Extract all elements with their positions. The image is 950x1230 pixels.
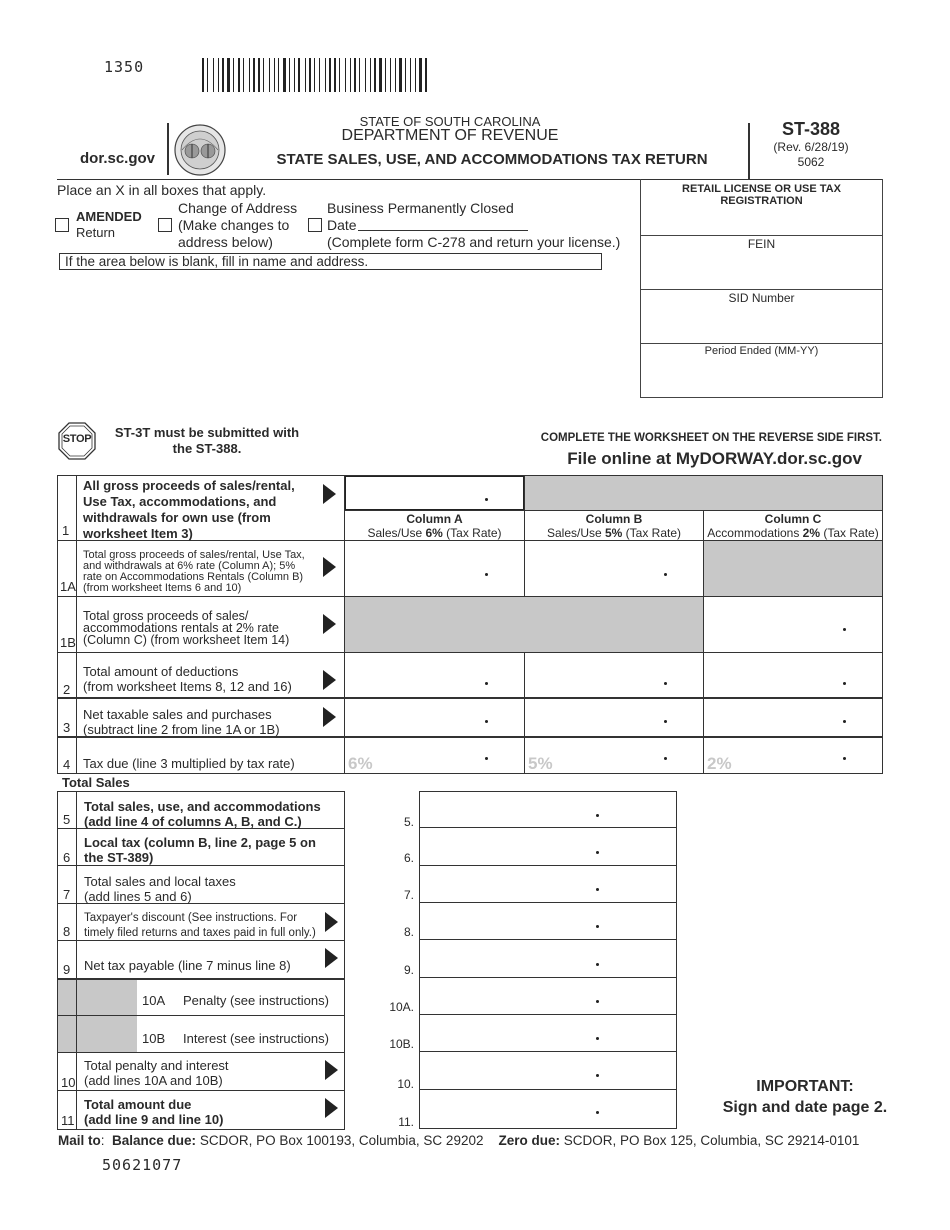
line8-amount[interactable]	[420, 903, 676, 940]
form-code-top: 1350	[104, 58, 145, 76]
decimal-dot	[843, 628, 846, 631]
state-name: STATE OF SOUTH CAROLINA	[359, 114, 541, 129]
options-instruction: Place an X in all boxes that apply.	[57, 182, 267, 198]
line5-label	[84, 799, 321, 829]
mail-to-colon: :	[100, 1133, 105, 1148]
line1b-text2: accommodations rentals at 2% rate	[83, 621, 279, 635]
line1a-col-b[interactable]	[525, 541, 703, 596]
line6-amount[interactable]	[420, 829, 676, 866]
decimal-dot	[843, 682, 846, 685]
line8-label	[84, 911, 316, 941]
line1a-label	[83, 550, 305, 594]
sid-field[interactable]	[640, 306, 883, 342]
line11-number: 11	[61, 1113, 75, 1128]
line10a-ref: 10A.	[389, 1000, 414, 1014]
closed-label: Business Permanently Closed	[327, 200, 514, 216]
line1a-text1: Total gross proceeds of sales/rental, Use Tax,	[83, 549, 305, 561]
zero-due-address: SCDOR, PO Box 125, Columbia, SC 29214-0101	[563, 1133, 860, 1148]
decimal-dot	[664, 573, 667, 576]
colhdr-rule	[345, 510, 882, 511]
stop-sign-icon	[58, 422, 96, 460]
column-a-title: Column A	[406, 512, 463, 526]
line10b-code: 10B	[142, 1031, 166, 1046]
form-id: ST-388	[781, 119, 841, 139]
line8-text2: timely filed returns and taxes paid in full only.)	[84, 927, 316, 939]
line5-amount[interactable]	[420, 792, 676, 828]
decimal-dot	[596, 851, 599, 854]
period-label: Period Ended (MM-YY)	[704, 345, 819, 357]
decimal-dot	[485, 720, 488, 723]
header-divider-right	[748, 123, 750, 179]
line11-ref: 11.	[398, 1115, 414, 1129]
decimal-dot	[843, 720, 846, 723]
line1b-text1: Total gross proceeds of sales/	[83, 609, 249, 623]
period-field[interactable]	[640, 360, 883, 397]
arrow-icon	[325, 948, 338, 968]
line7-number: 7	[63, 887, 71, 902]
decimal-dot	[485, 757, 488, 760]
decimal-dot	[485, 682, 488, 685]
decimal-dot	[485, 573, 488, 576]
line6-label	[84, 835, 316, 865]
line10-label	[84, 1058, 229, 1088]
line1-label: All gross proceeds of sales/rental, Use Tax, accommodations, and withdrawals for own use (from worksheet Item 3)	[83, 478, 295, 541]
arrow-icon	[325, 912, 338, 932]
stop-sign-text: STOP	[62, 433, 92, 445]
column-b-rate-value: 5%	[605, 526, 623, 540]
table-numcol-line	[76, 475, 77, 774]
change-address-line1: Change of Address	[178, 200, 298, 216]
column-c-header	[704, 512, 882, 540]
line10-text1: Total penalty and interest	[84, 1058, 229, 1073]
line1a-col-a[interactable]	[345, 541, 524, 596]
line6-ref: 6.	[403, 851, 414, 865]
line1b-number: 1B	[60, 635, 76, 650]
line5-number: 5	[63, 812, 71, 827]
column-c-rate-value: 2%	[802, 526, 821, 540]
column-b-rate-post: (Tax Rate)	[622, 526, 682, 540]
column-c-rate	[704, 526, 882, 540]
line10a-amount[interactable]	[420, 978, 676, 1015]
line2-col-b[interactable]	[525, 653, 703, 697]
column-a-header	[345, 512, 524, 540]
column-a-rate-pre: Sales/Use	[367, 526, 426, 540]
arrow-icon	[323, 484, 336, 504]
website: dor.sc.gov	[80, 150, 156, 167]
line7-ref: 7.	[403, 888, 414, 902]
sid-label: SID Number	[728, 291, 795, 305]
decimal-dot	[596, 1074, 599, 1077]
balance-due-label: Balance due:	[112, 1133, 197, 1148]
form-code-bottom: 50621077	[102, 1156, 183, 1174]
closed-checkbox[interactable]	[308, 218, 322, 232]
change-address-line3: address below)	[178, 234, 273, 250]
line2-col-a[interactable]	[345, 653, 524, 697]
barcode-top	[202, 58, 470, 92]
decimal-dot	[596, 1037, 599, 1040]
panel-divider-1	[640, 235, 883, 236]
arrow-icon	[325, 1060, 338, 1080]
summary-row-line	[57, 1052, 345, 1053]
mailing-addresses	[58, 1133, 859, 1148]
line5-text1: Total sales, use, and accommodations	[84, 799, 321, 814]
line1b-text3: (Column C) (from worksheet Item 14)	[83, 633, 290, 647]
closed-date-label: Date	[327, 217, 357, 233]
line9-label: Net tax payable (line 7 minus line 8)	[84, 958, 291, 973]
summary-row-line	[57, 1015, 345, 1016]
line11-amount[interactable]	[420, 1090, 676, 1128]
arrow-icon	[323, 670, 336, 690]
summary-numcol-line	[76, 791, 77, 1130]
line7-amount[interactable]	[420, 866, 676, 903]
line4-label: Tax due (line 3 multiplied by tax rate)	[83, 756, 295, 771]
amended-sub: Return	[76, 225, 116, 240]
shade-row1b-ab	[345, 597, 703, 652]
change-address-label	[178, 200, 297, 251]
change-address-checkbox[interactable]	[158, 218, 172, 232]
rate-c: 2%	[707, 754, 732, 773]
shade-row1-bc	[525, 476, 882, 510]
worksheet-note: COMPLETE THE WORKSHEET ON THE REVERSE SIDE FIRST.	[540, 432, 882, 444]
line3-label	[83, 707, 280, 737]
line10-amount[interactable]	[420, 1052, 676, 1090]
fein-label: FEIN	[747, 237, 776, 251]
change-address-line2: (Make changes to	[178, 217, 290, 233]
arrow-icon	[323, 557, 336, 577]
column-b-header	[525, 512, 703, 540]
state-seal-icon	[174, 124, 226, 176]
line9-number: 9	[63, 962, 71, 977]
license-label: RETAIL LICENSE OR USE TAX REGISTRATION	[682, 183, 841, 207]
form-title: STATE SALES, USE, AND ACCOMMODATIONS TAX RETURN	[276, 151, 708, 168]
line5-text2: (add line 4 of columns A, B, and C.)	[84, 814, 302, 829]
line2-text2: (from worksheet Items 8, 12 and 16)	[83, 679, 292, 694]
mail-to-label: Mail to	[58, 1133, 101, 1148]
important-title: IMPORTANT:	[756, 1078, 854, 1095]
line11-text2: (add line 9 and line 10)	[84, 1112, 224, 1127]
line7-text1: Total sales and local taxes	[84, 874, 236, 889]
column-b-rate	[525, 526, 703, 540]
line6-text2: the ST-389)	[84, 850, 154, 865]
line10b-label: Interest (see instructions)	[183, 1031, 329, 1046]
line1a-text3: rate on Accommodations Rentals (Column B)	[83, 571, 304, 583]
line10a-code: 10A	[142, 993, 166, 1008]
line1b-col-c[interactable]	[704, 597, 882, 652]
shade-row1a-c	[704, 541, 882, 596]
line6-number: 6	[63, 850, 71, 865]
column-c-rate-pre: Accommodations	[707, 526, 803, 540]
zero-due-label: Zero due:	[498, 1133, 561, 1148]
line3-number: 3	[63, 720, 71, 735]
form-number: 5062	[797, 155, 825, 169]
important-text: Sign and date page 2.	[722, 1099, 888, 1116]
decimal-dot	[596, 925, 599, 928]
line3-text2: (subtract line 2 from line 1A or 1B)	[83, 722, 280, 737]
line3-col-b[interactable]	[525, 699, 703, 736]
line7-text2: (add lines 5 and 6)	[84, 889, 192, 904]
line1-amount[interactable]	[345, 476, 524, 510]
amended-label: AMENDED	[76, 209, 142, 224]
line10b-amount[interactable]	[420, 1015, 676, 1052]
closed-date-field[interactable]	[358, 230, 528, 231]
rate-a: 6%	[348, 754, 373, 773]
line5-ref: 5.	[403, 815, 414, 829]
line8-text1: Taxpayer's discount (See instructions. For	[84, 912, 298, 924]
line3-col-c[interactable]	[704, 699, 882, 736]
line8-ref: 8.	[403, 925, 414, 939]
line4-number: 4	[63, 757, 71, 772]
line10b-ref: 10B.	[389, 1037, 414, 1051]
column-c-title: Column C	[764, 512, 822, 526]
total-sales-heading: Total Sales	[62, 775, 130, 790]
decimal-dot	[664, 757, 667, 760]
line7-label	[84, 874, 236, 904]
line9-ref: 9.	[403, 963, 414, 977]
column-c-rate-post: (Tax Rate)	[820, 526, 879, 540]
line2-label	[83, 664, 292, 694]
arrow-icon	[323, 614, 336, 634]
decimal-dot	[664, 682, 667, 685]
file-online: File online at MyDORWAY.dor.sc.gov	[567, 449, 862, 468]
license-field[interactable]	[640, 198, 883, 234]
line2-col-c[interactable]	[704, 653, 882, 697]
line10-number: 10	[61, 1075, 76, 1090]
important-notice	[690, 1076, 920, 1118]
stop-instruction	[102, 425, 312, 457]
rate-b: 5%	[528, 754, 553, 773]
line9-amount[interactable]	[420, 940, 676, 978]
closed-note: (Complete form C-278 and return your license.)	[327, 234, 621, 250]
stop-line2: the ST-388.	[172, 441, 242, 456]
header-divider	[167, 123, 169, 175]
column-b-rate-pre: Sales/Use	[546, 526, 605, 540]
line2-text1: Total amount of deductions	[83, 664, 239, 679]
line10a-label: Penalty (see instructions)	[183, 993, 329, 1008]
decimal-dot	[664, 720, 667, 723]
line8-number: 8	[63, 924, 71, 939]
decimal-dot	[596, 963, 599, 966]
line1a-text4: (from worksheet Items 6 and 10)	[83, 582, 242, 594]
line2-number: 2	[63, 682, 71, 697]
balance-due-address: SCDOR, PO Box 100193, Columbia, SC 29202	[199, 1133, 484, 1148]
line3-text1: Net taxable sales and purchases	[83, 707, 272, 722]
column-a-rate	[345, 526, 524, 540]
line6-text1: Local tax (column B, line 2, page 5 on	[84, 835, 316, 850]
stop-line1: ST-3T must be submitted with	[114, 425, 300, 440]
line11-text1: Total amount due	[84, 1097, 192, 1112]
column-a-rate-value: 6%	[425, 526, 443, 540]
decimal-dot	[596, 1000, 599, 1003]
decimal-dot	[596, 1111, 599, 1114]
arrow-icon	[323, 707, 336, 727]
arrow-icon	[325, 1098, 338, 1118]
column-b-title: Column B	[585, 512, 643, 526]
line1b-label	[83, 610, 289, 646]
blank-note: If the area below is blank, fill in name and address.	[59, 253, 602, 270]
summary-row-line	[57, 1090, 345, 1091]
summary-row-line	[57, 865, 345, 866]
form-revision: (Rev. 6/28/19)	[773, 140, 849, 154]
fein-field[interactable]	[640, 252, 883, 288]
decimal-dot	[596, 814, 599, 817]
line1a-number: 1A	[60, 579, 76, 594]
line3-col-a[interactable]	[345, 699, 524, 736]
line1a-text2: and withdrawals at 6% rate (Column A); 5%	[83, 560, 296, 572]
column-a-rate-post: (Tax Rate)	[442, 526, 502, 540]
panel-divider-3	[640, 343, 883, 344]
line1-number: 1	[62, 523, 70, 538]
line11-label	[84, 1097, 223, 1127]
line10-ref: 10.	[397, 1077, 414, 1091]
decimal-dot	[485, 498, 488, 501]
department-name: DEPARTMENT OF REVENUE	[341, 127, 559, 144]
decimal-dot	[596, 888, 599, 891]
decimal-dot	[843, 757, 846, 760]
line10-text2: (add lines 10A and 10B)	[84, 1073, 223, 1088]
panel-divider-2	[640, 289, 883, 290]
summary-row-line	[57, 978, 345, 980]
amended-checkbox[interactable]	[55, 218, 69, 232]
